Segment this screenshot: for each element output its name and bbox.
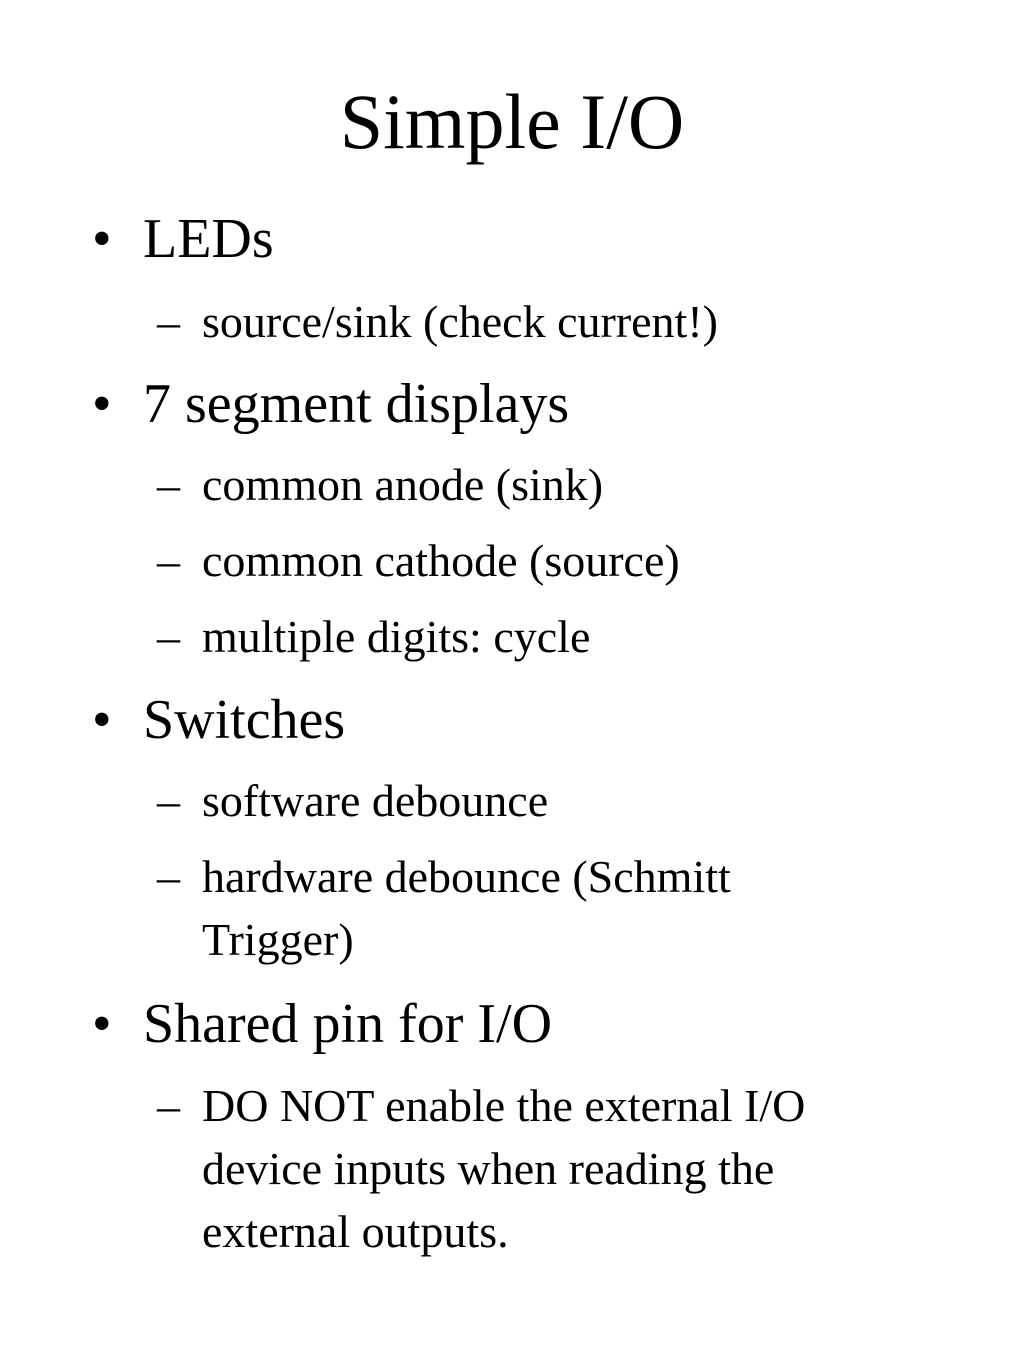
dash-marker: – bbox=[157, 459, 180, 510]
dash-marker: – bbox=[157, 296, 180, 347]
bullet-text: Switches bbox=[143, 689, 346, 751]
bullet-marker: • bbox=[92, 689, 112, 751]
sub-item-text: source/sink (check current!) bbox=[202, 296, 718, 347]
sub-item-text: common cathode (source) bbox=[202, 535, 680, 586]
sub-item-text: common anode (sink) bbox=[202, 459, 604, 510]
bullet-text: Shared pin for I/O bbox=[143, 993, 553, 1055]
dash-marker: – bbox=[157, 775, 180, 826]
sub-item-text: hardware debounce (Schmitt Trigger) bbox=[202, 851, 731, 965]
bullet-marker: • bbox=[92, 993, 112, 1055]
dash-marker: – bbox=[157, 611, 180, 662]
slide-title: Simple I/O bbox=[339, 78, 685, 165]
bullet-text: 7 segment displays bbox=[143, 373, 570, 435]
bullet-text: LEDs bbox=[143, 208, 274, 270]
bullet-marker: • bbox=[92, 373, 112, 435]
sub-item-text: multiple digits: cycle bbox=[202, 611, 591, 662]
dash-marker: – bbox=[157, 535, 180, 586]
sub-item-text: software debounce bbox=[202, 775, 549, 826]
sub-item-text: DO NOT enable the external I/O device inputs when reading the external outputs. bbox=[202, 1080, 806, 1257]
dash-marker: – bbox=[157, 851, 180, 902]
dash-marker: – bbox=[157, 1080, 180, 1131]
bullet-marker: • bbox=[92, 208, 112, 270]
